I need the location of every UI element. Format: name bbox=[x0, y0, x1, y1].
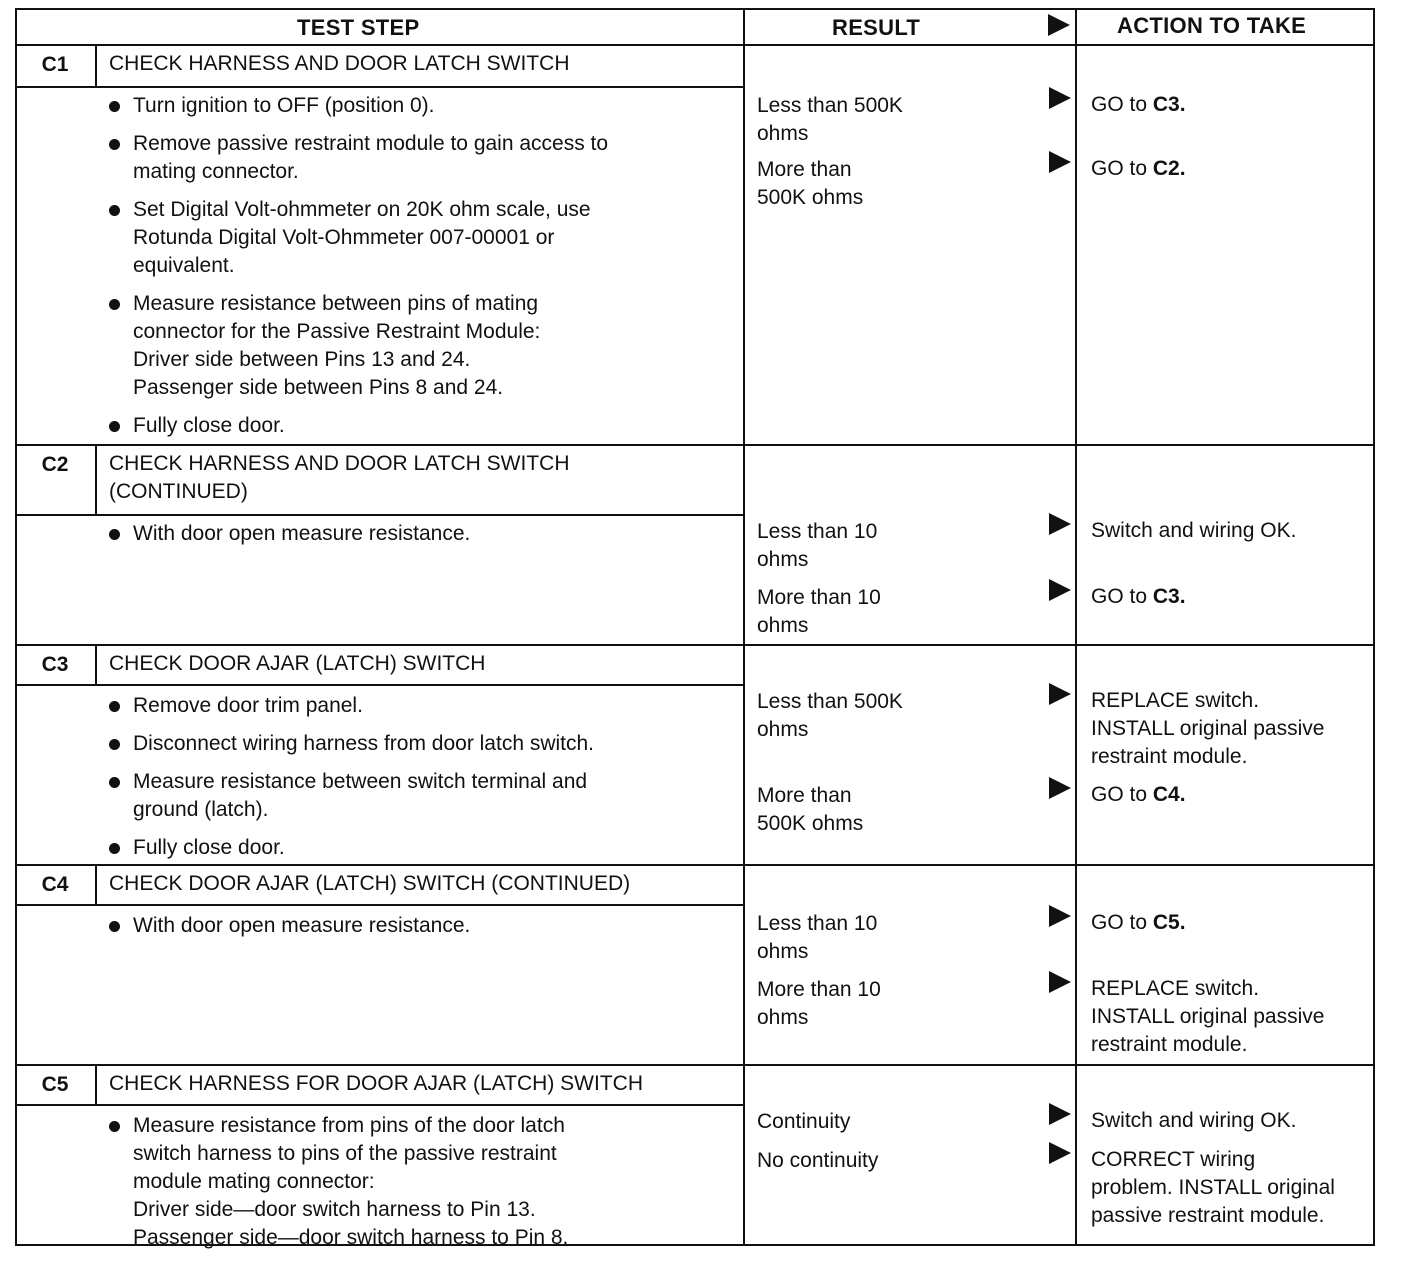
code-cell-divider bbox=[95, 44, 97, 86]
action-text bbox=[1091, 975, 1376, 1059]
bullet-item: Fully close door. bbox=[107, 834, 727, 862]
result-text: Less than 10 ohms bbox=[757, 520, 878, 571]
result-text: More than 10 ohms bbox=[757, 586, 881, 637]
bullet-item: With door open measure resistance. bbox=[107, 912, 727, 940]
bullet-item: Measure resistance between switch terminal and ground (latch). bbox=[107, 768, 727, 824]
action-text bbox=[1091, 517, 1376, 545]
action-text bbox=[1091, 1107, 1376, 1135]
header-action: ACTION TO TAKE bbox=[1117, 13, 1307, 38]
result-text: More than 500K ohms bbox=[757, 158, 864, 209]
action-text bbox=[1091, 583, 1376, 611]
section-divider bbox=[15, 864, 1375, 866]
step-title: CHECK HARNESS FOR DOOR AJAR (LATCH) SWITCH bbox=[109, 1072, 643, 1095]
header-arrow-icon bbox=[1048, 14, 1070, 36]
action-text bbox=[1091, 91, 1376, 119]
step-title: CHECK DOOR AJAR (LATCH) SWITCH (CONTINUED) bbox=[109, 872, 631, 895]
bullet-item: Measure resistance from pins of the door latch switch harness to pins of the passive restraint module mating connector: Driver side—door switch harness to Pin 13. Passenger side—door switch harness to Pin 8. bbox=[107, 1112, 727, 1252]
title-underline bbox=[15, 1104, 743, 1106]
action-text bbox=[1091, 909, 1376, 937]
code-cell-divider bbox=[95, 444, 97, 514]
bullet-item: Turn ignition to OFF (position 0). bbox=[107, 92, 727, 120]
result-arrow-icon bbox=[1049, 579, 1071, 601]
step-title: CHECK DOOR AJAR (LATCH) SWITCH bbox=[109, 652, 486, 675]
action-text bbox=[1091, 781, 1376, 809]
step-code: C5 bbox=[41, 1073, 69, 1096]
result-text: More than 500K ohms bbox=[757, 784, 864, 835]
code-cell-divider bbox=[95, 644, 97, 684]
result-text: Less than 500K ohms bbox=[757, 690, 903, 741]
bullet-item: Disconnect wiring harness from door latch switch. bbox=[107, 730, 727, 758]
section-divider bbox=[15, 1064, 1375, 1066]
result-arrow-icon bbox=[1049, 971, 1071, 993]
result-arrow-icon bbox=[1049, 683, 1071, 705]
result-arrow-icon bbox=[1049, 151, 1071, 173]
header-bottom-border bbox=[15, 44, 1375, 46]
action-step-ref: C5. bbox=[1152, 911, 1186, 934]
action-text bbox=[1091, 687, 1376, 771]
title-underline bbox=[15, 86, 743, 88]
bullet-item: With door open measure resistance. bbox=[107, 520, 727, 548]
header-test-step: TEST STEP bbox=[297, 15, 420, 40]
step-bullets bbox=[107, 1112, 727, 1262]
result-text: Less than 500K ohms bbox=[757, 94, 903, 145]
step-code: C4 bbox=[41, 873, 69, 896]
action-prefix: CORRECT wiring problem. INSTALL original passive restraint module. bbox=[1091, 1148, 1335, 1227]
action-prefix: GO to bbox=[1091, 157, 1153, 180]
result-text: No continuity bbox=[757, 1149, 879, 1172]
step-title: CHECK HARNESS AND DOOR LATCH SWITCH bbox=[109, 52, 570, 75]
action-prefix: Switch and wiring OK. bbox=[1091, 519, 1297, 542]
result-arrow-icon bbox=[1049, 87, 1071, 109]
code-cell-divider bbox=[95, 1064, 97, 1104]
action-prefix: GO to bbox=[1091, 93, 1153, 116]
action-prefix: GO to bbox=[1091, 585, 1153, 608]
bullet-item: Remove door trim panel. bbox=[107, 692, 727, 720]
col-divider-action bbox=[1075, 8, 1077, 1246]
title-underline bbox=[15, 904, 743, 906]
step-bullets bbox=[107, 912, 727, 950]
step-code: C3 bbox=[41, 653, 69, 676]
col-divider-result bbox=[743, 8, 745, 1246]
table-right-border bbox=[1373, 8, 1375, 1246]
step-bullets bbox=[107, 520, 727, 558]
section-divider bbox=[15, 644, 1375, 646]
action-prefix: Switch and wiring OK. bbox=[1091, 1109, 1297, 1132]
code-cell-divider bbox=[95, 864, 97, 904]
step-bullets bbox=[107, 92, 727, 450]
result-arrow-icon bbox=[1049, 513, 1071, 535]
result-arrow-icon bbox=[1049, 1103, 1071, 1125]
bullet-item: Remove passive restraint module to gain access to mating connector. bbox=[107, 130, 727, 186]
action-prefix: GO to bbox=[1091, 911, 1153, 934]
result-arrow-icon bbox=[1049, 1142, 1071, 1164]
bullet-item: Fully close door. bbox=[107, 412, 727, 440]
action-step-ref: C3. bbox=[1152, 93, 1186, 116]
result-text: Less than 10 ohms bbox=[757, 912, 878, 963]
bullet-item: Set Digital Volt-ohmmeter on 20K ohm scale, use Rotunda Digital Volt-Ohmmeter 007-00001 or equivalent. bbox=[107, 196, 727, 280]
action-prefix: REPLACE switch. INSTALL original passive restraint module. bbox=[1091, 977, 1325, 1056]
table-top-border bbox=[15, 8, 1375, 10]
title-underline bbox=[15, 684, 743, 686]
step-title: CHECK HARNESS AND DOOR LATCH SWITCH (CONTINUED) bbox=[109, 452, 570, 503]
action-step-ref: C2. bbox=[1152, 157, 1186, 180]
section-divider bbox=[15, 444, 1375, 446]
table-left-border bbox=[15, 8, 17, 1246]
result-arrow-icon bbox=[1049, 905, 1071, 927]
result-arrow-icon bbox=[1049, 777, 1071, 799]
action-step-ref: C3. bbox=[1152, 585, 1186, 608]
action-text bbox=[1091, 155, 1376, 183]
title-underline bbox=[15, 514, 743, 516]
step-code: C2 bbox=[41, 453, 69, 476]
action-prefix: REPLACE switch. INSTALL original passive restraint module. bbox=[1091, 689, 1325, 768]
action-prefix: GO to bbox=[1091, 783, 1153, 806]
header-result: RESULT bbox=[832, 15, 921, 40]
result-text: Continuity bbox=[757, 1110, 851, 1133]
bullet-item: Measure resistance between pins of mating connector for the Passive Restraint Module: Driver side between Pins 13 and 24. Passenger side between Pins 8 and 24. bbox=[107, 290, 727, 402]
step-code: C1 bbox=[41, 53, 69, 76]
action-text bbox=[1091, 1146, 1376, 1230]
step-bullets bbox=[107, 692, 727, 872]
action-step-ref: C4. bbox=[1152, 783, 1186, 806]
result-text: More than 10 ohms bbox=[757, 978, 881, 1029]
